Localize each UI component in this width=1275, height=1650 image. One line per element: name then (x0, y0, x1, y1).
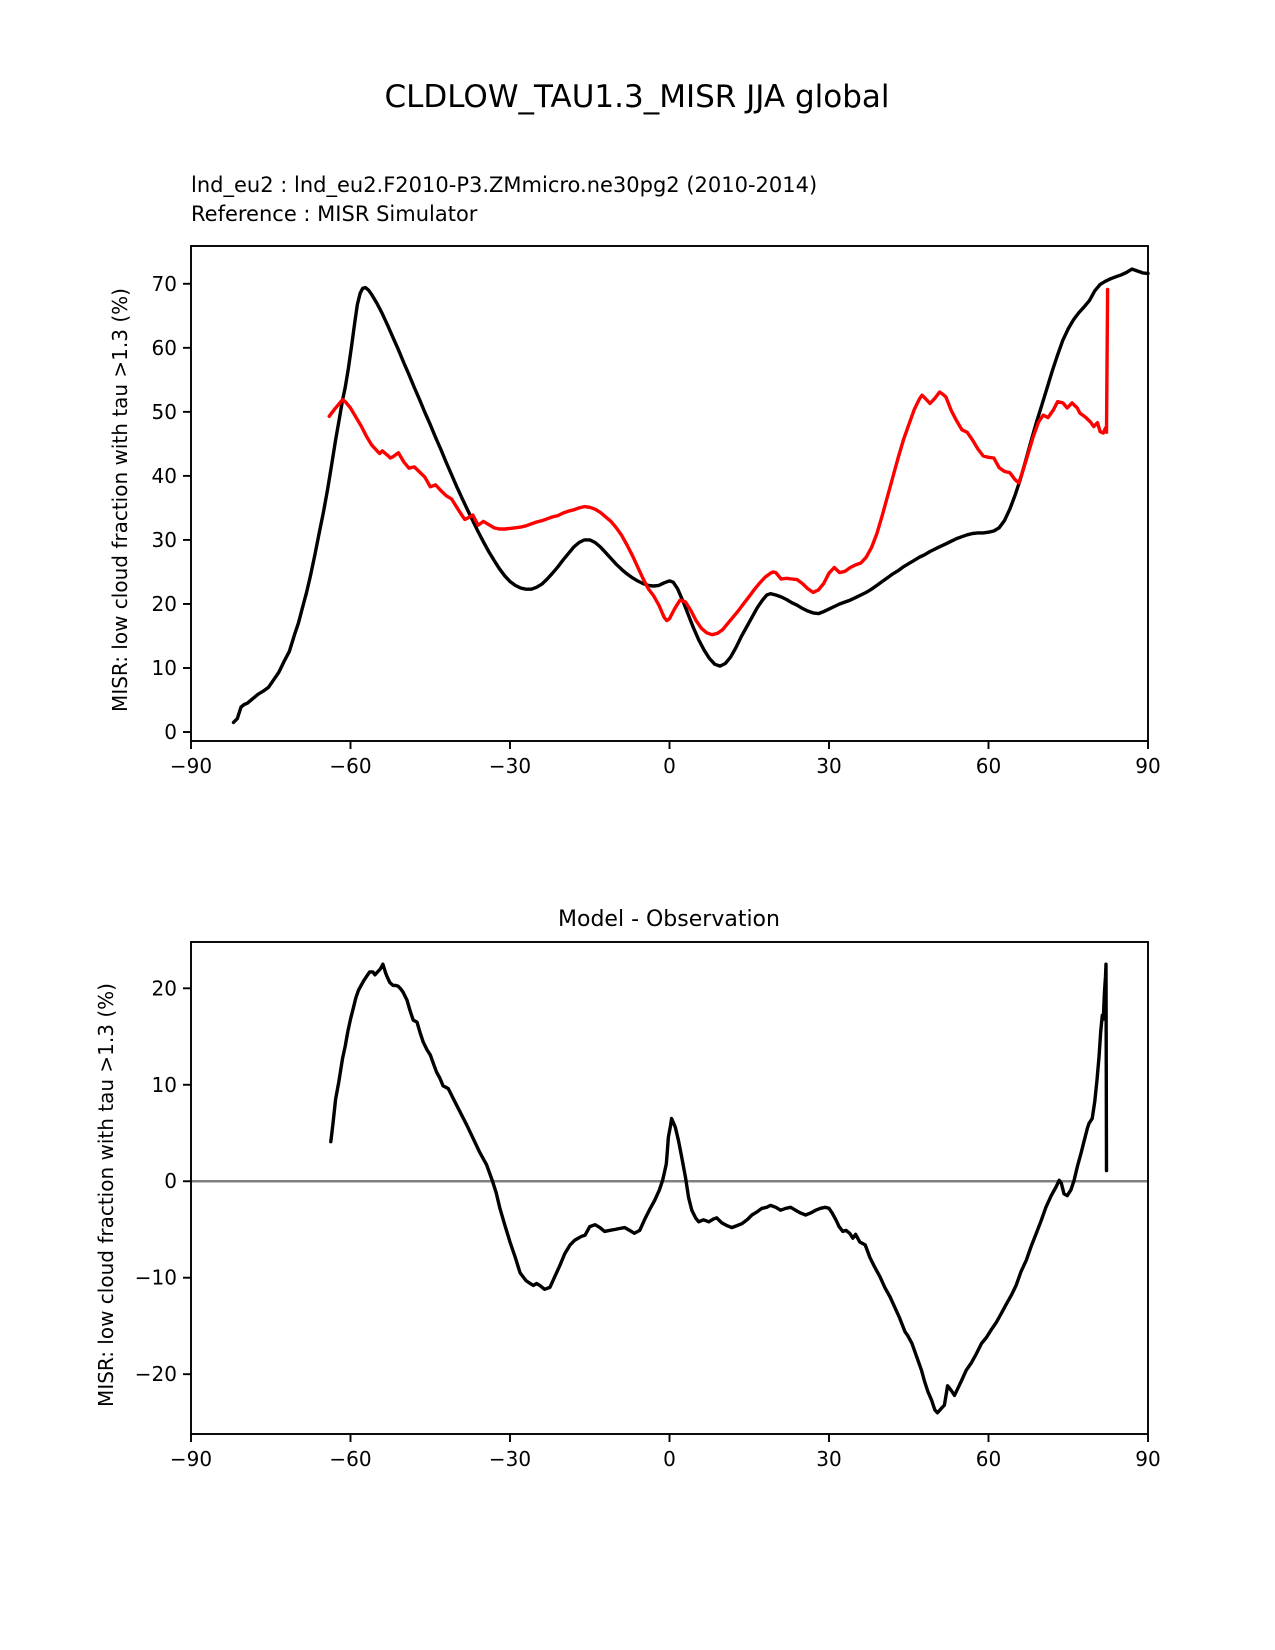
bottom-y-axis-label: MISR: low cloud fraction with tau >1.3 (%) (94, 983, 118, 1407)
top-y-axis-label: MISR: low cloud fraction with tau >1.3 (%) (108, 288, 132, 712)
x-tick-label: 30 (816, 754, 842, 778)
y-tick-label: 20 (151, 976, 177, 1001)
legend-model-label: lnd_eu2 : lnd_eu2.F2010-P3.ZMmicro.ne30pg2 (2010-2014) (191, 173, 818, 197)
y-tick-label: 20 (151, 591, 177, 616)
x-tick-label: −30 (488, 1447, 532, 1471)
x-tick-label: −90 (169, 754, 213, 778)
y-tick-label: 40 (151, 463, 177, 488)
y-tick-label: 50 (151, 399, 177, 424)
y-tick-label: 10 (151, 655, 177, 680)
x-tick-label: 90 (1135, 754, 1161, 778)
y-tick-label: 0 (164, 1169, 177, 1194)
bottom-chart-title: Model - Observation (558, 907, 780, 932)
plot-frame (191, 942, 1148, 1434)
x-tick-label: 60 (975, 754, 1002, 778)
figure-title: CLDLOW_TAU1.3_MISR JJA global (384, 79, 890, 115)
x-tick-label: −60 (329, 754, 372, 778)
plot-frame (191, 246, 1148, 741)
x-tick-label: 0 (663, 1447, 676, 1471)
x-tick-label: 0 (663, 754, 676, 778)
bottom-chart (135, 942, 1161, 1471)
x-tick-label: −30 (488, 754, 532, 778)
y-tick-label: 70 (151, 271, 177, 296)
y-tick-label: 30 (151, 527, 177, 552)
x-tick-label: 90 (1135, 1447, 1161, 1471)
y-tick-label: 10 (151, 1072, 177, 1097)
difference-line (331, 964, 1107, 1413)
x-tick-label: −90 (169, 1447, 213, 1471)
y-tick-label: −10 (134, 1265, 177, 1290)
x-tick-label: 60 (975, 1447, 1002, 1471)
y-tick-label: −20 (134, 1362, 177, 1387)
x-tick-label: −60 (329, 1447, 372, 1471)
y-tick-label: 60 (151, 335, 177, 360)
model-line (234, 269, 1149, 722)
top-chart (152, 246, 1161, 778)
legend-reference-label: Reference : MISR Simulator (191, 202, 478, 226)
x-tick-label: 30 (816, 1447, 842, 1471)
y-tick-label: 0 (164, 720, 177, 745)
